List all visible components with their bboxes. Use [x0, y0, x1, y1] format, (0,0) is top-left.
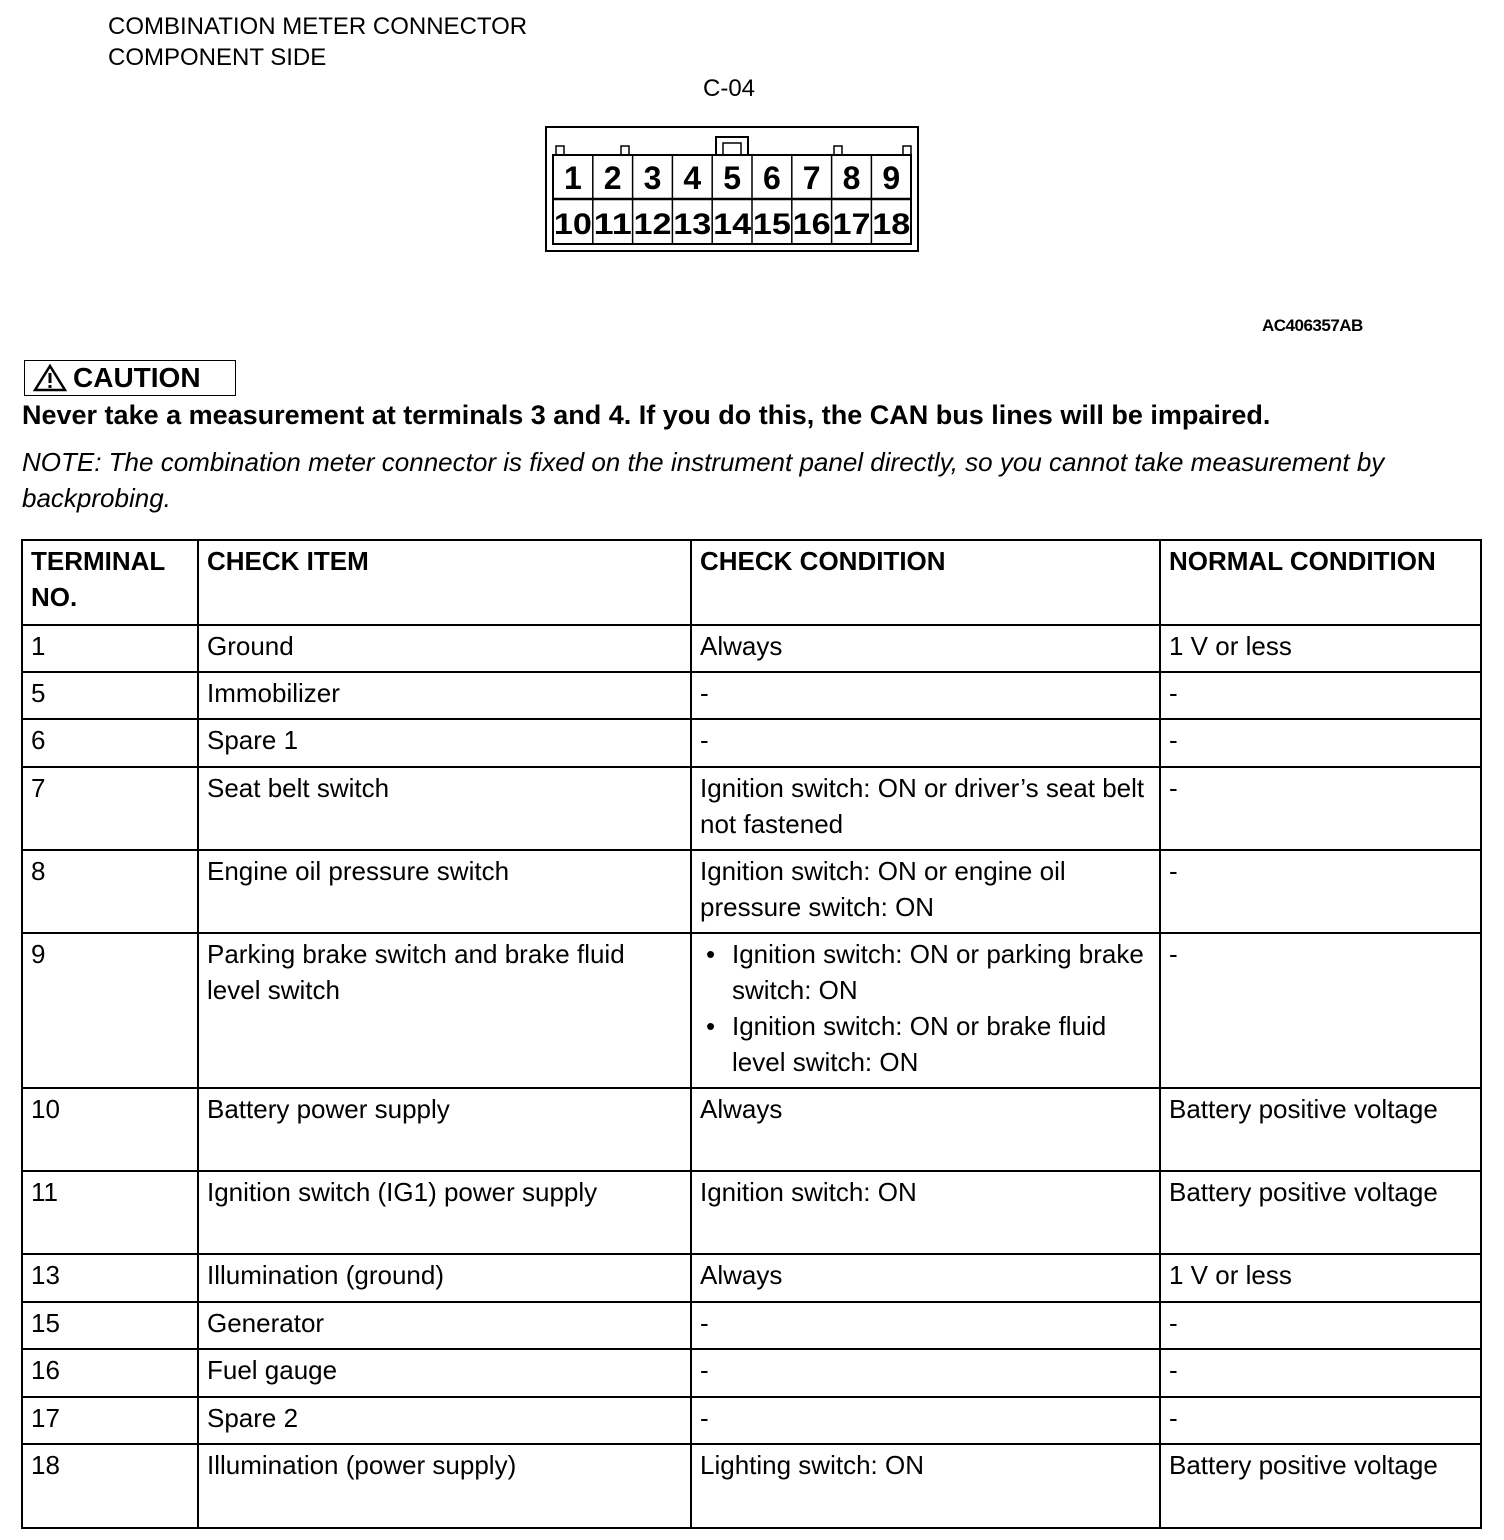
cell-normal-condition: 1 V or less [1160, 1254, 1481, 1302]
cell-terminal: 13 [22, 1254, 198, 1302]
connector-pin-8: 8 [842, 160, 861, 196]
cell-normal-condition: - [1160, 719, 1481, 767]
cell-terminal: 17 [22, 1397, 198, 1444]
connector-bottom-row [554, 199, 910, 244]
connector-pin-6: 6 [763, 160, 781, 196]
cell-normal-condition: 1 V or less [1160, 625, 1481, 672]
note-text: NOTE: The combination meter connector is fixed on the instrument panel directly, so you cannot take measurement by backprobing. [22, 447, 1385, 513]
cell-check-item: Illumination (ground) [198, 1254, 691, 1302]
cell-check-condition: - [691, 1302, 1160, 1349]
connector-pin-18: 18 [872, 208, 911, 241]
cell-check-condition: - [691, 1349, 1160, 1397]
cell-check-condition: - [691, 719, 1160, 767]
cell-check-item: Spare 1 [198, 719, 691, 767]
diagram-title-line-2: COMPONENT SIDE [108, 44, 327, 71]
cell-terminal: 1 [22, 625, 198, 672]
cell-check-item: Generator [198, 1302, 691, 1349]
cell-normal-condition: - [1160, 1349, 1481, 1397]
connector-pin-1: 1 [564, 160, 582, 196]
connector-pin-9: 9 [882, 160, 901, 196]
cell-check-item: Immobilizer [198, 672, 691, 719]
cell-terminal: 5 [22, 672, 198, 719]
cell-check-item: Battery power supply [198, 1088, 691, 1171]
cell-terminal: 15 [22, 1302, 198, 1349]
cell-check-item: Seat belt switch [198, 767, 691, 850]
cell-check-condition: Always [691, 625, 1160, 672]
cell-terminal: 18 [22, 1444, 198, 1528]
warning-triangle-icon [33, 364, 67, 392]
cell-normal-condition: Battery positive voltage [1160, 1171, 1481, 1254]
table-row [22, 1397, 1481, 1444]
table-row [22, 1444, 1481, 1528]
cell-terminal: 9 [22, 933, 198, 1088]
cell-normal-condition: - [1160, 1397, 1481, 1444]
cell-check-item: Ground [198, 625, 691, 672]
connector-diagram [545, 125, 920, 253]
cell-terminal: 16 [22, 1349, 198, 1397]
connector-pin-2: 2 [603, 160, 622, 196]
connector-pin-14: 14 [713, 208, 752, 241]
cell-check-item: Ignition switch (IG1) power supply [198, 1171, 691, 1254]
connector-pin-11: 11 [593, 208, 632, 241]
connector-pin-16: 16 [792, 208, 831, 241]
cell-terminal: 11 [22, 1171, 198, 1254]
header-check-item: CHECK ITEM [198, 540, 691, 625]
cell-check-item: Fuel gauge [198, 1349, 691, 1397]
cell-terminal: 7 [22, 767, 198, 850]
cell-check-item: Engine oil pressure switch [198, 850, 691, 933]
table-row [22, 625, 1481, 672]
cell-check-condition [691, 933, 1160, 1088]
table-row [22, 933, 1481, 1088]
cell-normal-condition: - [1160, 850, 1481, 933]
condition-list-item: • Ignition switch: ON or parking brake switch: ON [732, 936, 1151, 1008]
connector-pin-5: 5 [723, 160, 741, 196]
caution-label-box [24, 360, 236, 396]
figure-id: AC406357AB [1262, 316, 1363, 335]
cell-normal-condition: - [1160, 672, 1481, 719]
cell-check-condition: Ignition switch: ON or driver’s seat belt not fastened [691, 767, 1160, 850]
table-row [22, 1349, 1481, 1397]
cell-check-condition: - [691, 672, 1160, 719]
connector-pin-17: 17 [832, 208, 871, 241]
cell-terminal: 6 [22, 719, 198, 767]
table-row [22, 1171, 1481, 1254]
connector-pin-10: 10 [553, 208, 592, 241]
caution-text: Never take a measurement at terminals 3 and 4. If you do this, the CAN bus lines will be impaired. [22, 400, 1271, 430]
diagram-title-line-1: COMBINATION METER CONNECTOR [108, 13, 528, 40]
connector-pin-13: 13 [673, 208, 712, 241]
connector-pin-7: 7 [802, 160, 821, 196]
connector-id: C-04 [703, 75, 756, 102]
connector-pin-12: 12 [633, 208, 672, 241]
terminal-check-table [21, 539, 1482, 1529]
cell-check-condition: Always [691, 1254, 1160, 1302]
cell-check-condition: Ignition switch: ON [691, 1171, 1160, 1254]
cell-check-condition: Ignition switch: ON or engine oil pressure switch: ON [691, 850, 1160, 933]
cell-normal-condition: Battery positive voltage [1160, 1088, 1481, 1171]
table-row [22, 1254, 1481, 1302]
cell-check-item: Illumination (power supply) [198, 1444, 691, 1528]
cell-check-item: Spare 2 [198, 1397, 691, 1444]
header-check-condition: CHECK CONDITION [691, 540, 1160, 625]
table-row [22, 767, 1481, 850]
cell-check-condition: Always [691, 1088, 1160, 1171]
table-row [22, 850, 1481, 933]
table-row [22, 1302, 1481, 1349]
connector-pin-4: 4 [683, 160, 702, 196]
header-terminal-no: TERMINAL NO. [22, 540, 198, 625]
caution-label: CAUTION [73, 362, 201, 393]
cell-normal-condition: Battery positive voltage [1160, 1444, 1481, 1528]
cell-normal-condition: - [1160, 767, 1481, 850]
table-row [22, 1088, 1481, 1171]
cell-normal-condition: - [1160, 1302, 1481, 1349]
condition-list-item: • Ignition switch: ON or brake fluid level switch: ON [732, 1008, 1151, 1080]
header-normal-condition: NORMAL CONDITION [1160, 540, 1481, 625]
connector-pin-3: 3 [643, 160, 662, 196]
table-row [22, 672, 1481, 719]
connector-top-row [564, 155, 900, 199]
cell-check-condition: Lighting switch: ON [691, 1444, 1160, 1528]
condition-list [700, 936, 1151, 1080]
cell-normal-condition: - [1160, 933, 1481, 1088]
connector-pin-15: 15 [752, 208, 791, 241]
cell-check-condition: - [691, 1397, 1160, 1444]
cell-terminal: 8 [22, 850, 198, 933]
table-row [22, 719, 1481, 767]
table-header-row [22, 540, 1481, 625]
cell-terminal: 10 [22, 1088, 198, 1171]
cell-check-item: Parking brake switch and brake fluid level switch [198, 933, 691, 1088]
